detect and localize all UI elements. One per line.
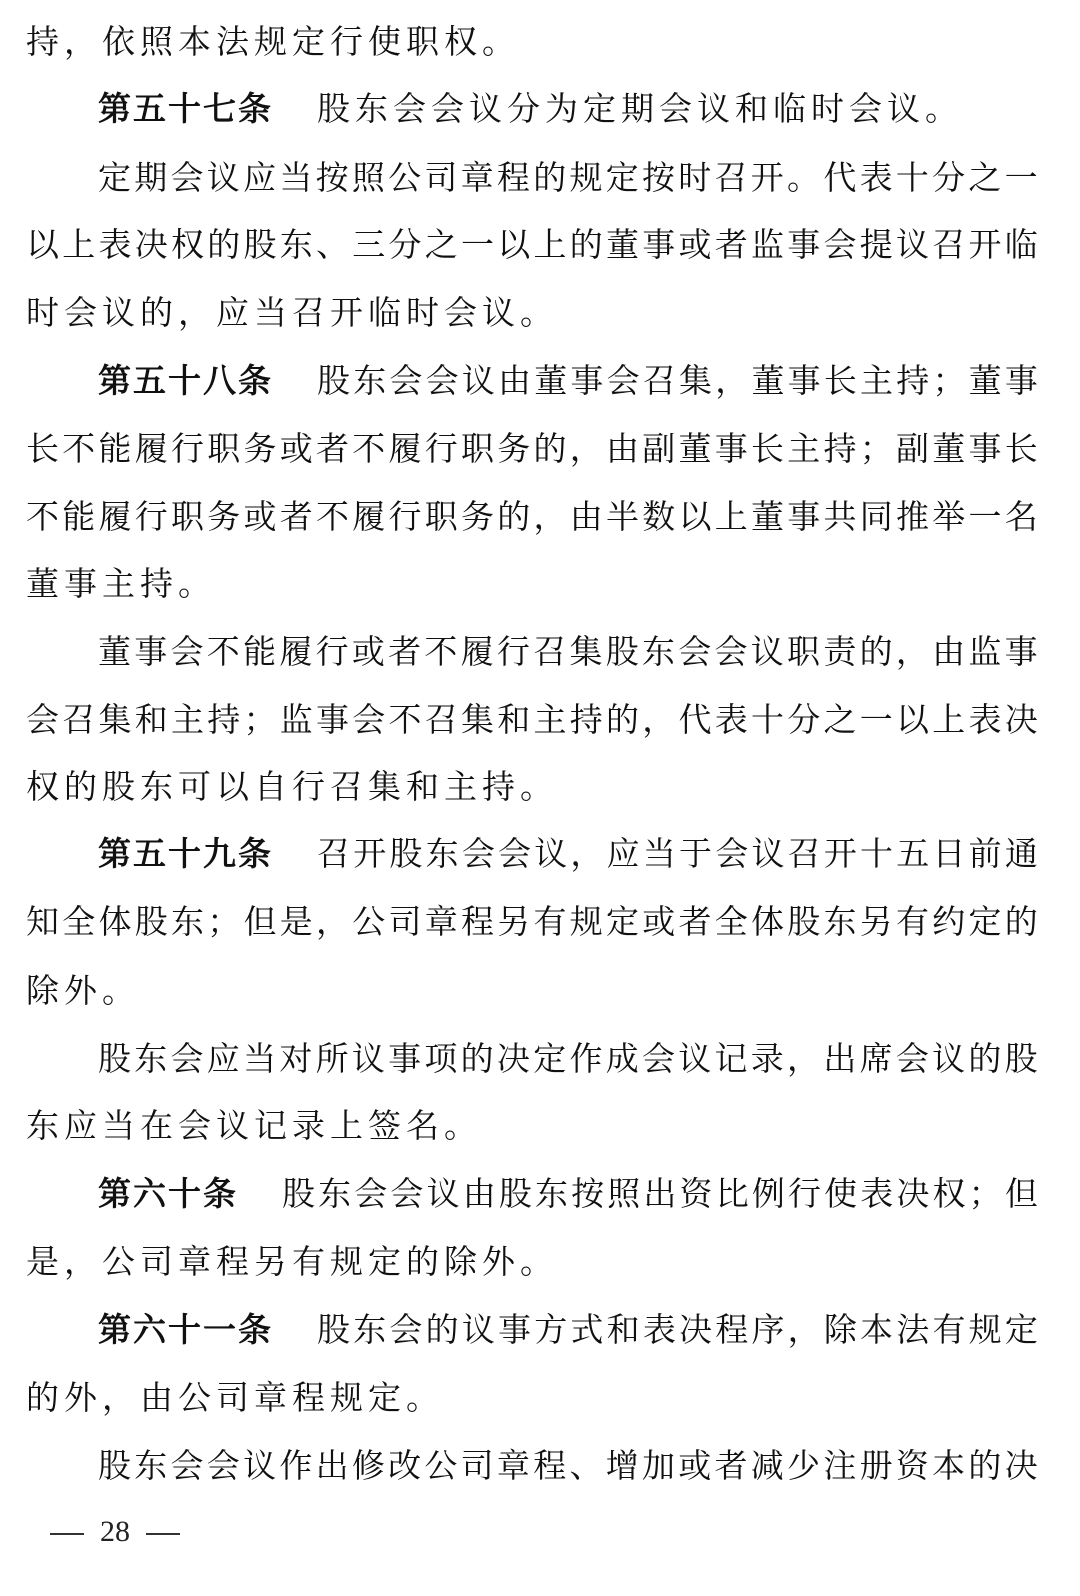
line-text: 以 上 表 决 权 的 股 东 、 三 分 之 一 以 上 的 董 事 或 者 监 事 会 提 议 召 开 临 <box>26 225 1038 264</box>
text-line <box>98 1432 1038 1500</box>
line-text: 股 东 会 会 议 作 出 修 改 公 司 章 程 、 增 加 或 者 减 少 注 册 资 本 的 决 <box>98 1446 1038 1485</box>
footer-dash-right <box>146 1533 180 1535</box>
line-text: 权的股东可以自行召集和主持。 <box>26 767 558 806</box>
text-line <box>26 8 1038 76</box>
line-text: 知 全 体 股 东 ； 但 是 ， 公 司 章 程 另 有 规 定 或 者 全 体 股 东 另 有 约 定 的 <box>26 902 1038 941</box>
text-line <box>98 1296 1038 1364</box>
line-text: 持，依照本法规定行使职权。 <box>26 22 520 61</box>
article-heading: 第六十一条 <box>98 1310 273 1349</box>
text-line <box>98 75 1038 143</box>
page-footer <box>34 1510 196 1554</box>
text-line <box>98 347 1038 415</box>
text-line <box>98 820 1038 888</box>
text-line <box>26 1364 1038 1432</box>
text-line <box>26 1092 1038 1160</box>
text-line <box>26 686 1038 754</box>
text-line <box>98 1160 1038 1228</box>
line-text: 股 东 会 应 当 对 所 议 事 项 的 决 定 作 成 会 议 记 录 ， 出 席 会 议 的 股 <box>98 1039 1038 1078</box>
line-text: 会 召 集 和 主 持 ； 监 事 会 不 召 集 和 主 持 的 ， 代 表 十 分 之 一 以 上 表 决 <box>26 700 1038 739</box>
line-text: 不 能 履 行 职 务 或 者 不 履 行 职 务 的 ， 由 半 数 以 上 董 事 共 同 推 举 一 名 <box>26 497 1038 536</box>
article-heading: 第五十八条 <box>98 361 273 400</box>
line-text: 是，公司章程另有规定的除外。 <box>26 1242 558 1281</box>
line-text: 股 东 会 的 议 事 方 式 和 表 决 程 序 ， 除 本 法 有 规 定 <box>317 1310 1038 1349</box>
article-heading: 第五十七条 <box>98 89 273 128</box>
text-line <box>26 957 1038 1025</box>
line-text: 董事主持。 <box>26 564 216 603</box>
line-text: 股东会会议分为定期会议和临时会议。 <box>317 89 963 128</box>
text-line <box>98 1025 1038 1093</box>
text-line <box>26 211 1038 279</box>
article-heading: 第六十条 <box>98 1174 238 1213</box>
line-text: 除外。 <box>26 971 140 1010</box>
text-line <box>26 888 1038 956</box>
line-text: 东应当在会议记录上签名。 <box>26 1106 482 1145</box>
line-text: 的外，由公司章程规定。 <box>26 1378 444 1417</box>
text-line <box>26 753 1038 821</box>
footer-dash-left <box>50 1533 84 1535</box>
line-text: 股 东 会 会 议 由 股 东 按 照 出 资 比 例 行 使 表 决 权 ； 但 <box>282 1174 1038 1213</box>
line-text: 董 事 会 不 能 履 行 或 者 不 履 行 召 集 股 东 会 会 议 职 责 的 ， 由 监 事 <box>98 632 1038 671</box>
text-line <box>26 550 1038 618</box>
article-heading: 第五十九条 <box>98 834 273 873</box>
text-line <box>26 1228 1038 1296</box>
line-text: 召 开 股 东 会 会 议 ， 应 当 于 会 议 召 开 十 五 日 前 通 <box>317 834 1038 873</box>
text-line <box>26 483 1038 551</box>
line-text: 定 期 会 议 应 当 按 照 公 司 章 程 的 规 定 按 时 召 开 。 代 表 十 分 之 一 <box>98 158 1038 197</box>
line-text: 股 东 会 会 议 由 董 事 会 召 集 ， 董 事 长 主 持 ； 董 事 <box>317 361 1038 400</box>
page-number: 28 <box>100 1515 130 1548</box>
line-text: 长 不 能 履 行 职 务 或 者 不 履 行 职 务 的 ， 由 副 董 事 长 主 持 ； 副 董 事 长 <box>26 429 1038 468</box>
text-line <box>98 618 1038 686</box>
text-line <box>98 144 1038 212</box>
text-line <box>26 415 1038 483</box>
text-line <box>26 279 1038 347</box>
line-text: 时会议的，应当召开临时会议。 <box>26 293 558 332</box>
